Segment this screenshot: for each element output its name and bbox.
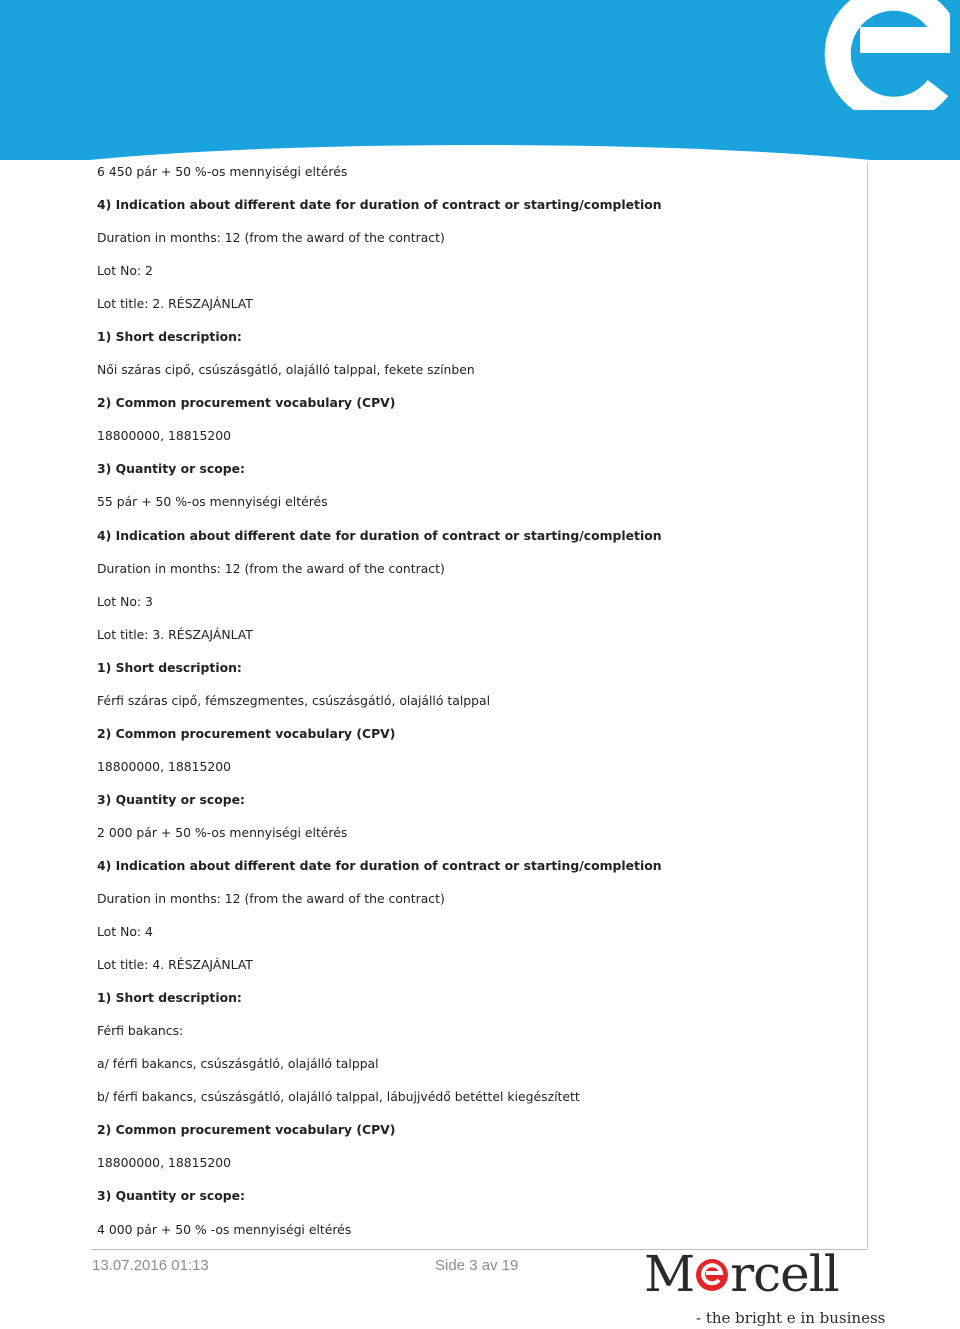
document-body bbox=[97, 160, 857, 1251]
section-heading: 2) Common procurement vocabulary (CPV) bbox=[97, 1122, 396, 1138]
section-heading: 2) Common procurement vocabulary (CPV) bbox=[97, 725, 396, 741]
brand-tagline: - the bright e in business bbox=[696, 1309, 886, 1327]
text-line: b/ férfi bakancs, csúszásgátló, olajálló talppal, lábujjvédő betéttel kiegészített bbox=[97, 1089, 580, 1105]
e-logo-icon bbox=[820, 0, 950, 110]
section-heading: 1) Short description: bbox=[97, 659, 242, 675]
text-line: Női száras cipő, csúszásgátló, olajálló talppal, fekete színben bbox=[97, 362, 475, 378]
text-line: Férfi bakancs: bbox=[97, 1023, 184, 1039]
section-heading: 3) Quantity or scope: bbox=[97, 461, 246, 477]
text-line: 55 pár + 50 %-os mennyiségi eltérés bbox=[97, 494, 328, 510]
text-line: 2 000 pár + 50 %-os mennyiségi eltérés bbox=[97, 824, 348, 840]
mercell-logo bbox=[644, 1245, 886, 1329]
footer-date: 13.07.2016 01:13 bbox=[92, 1257, 209, 1274]
section-heading: 4) Indication about different date for duration of contract or starting/completion bbox=[97, 857, 662, 873]
section-heading: 3) Quantity or scope: bbox=[97, 791, 246, 807]
section-heading: 1) Short description: bbox=[97, 990, 242, 1006]
text-line: Lot No: 2 bbox=[97, 263, 153, 279]
text-line: 18800000, 18815200 bbox=[97, 758, 232, 774]
text-line: 4 000 pár + 50 % -os mennyiségi eltérés bbox=[97, 1221, 352, 1237]
text-line: Duration in months: 12 (from the award of the contract) bbox=[97, 560, 445, 576]
brand-name-end: rcell bbox=[730, 1245, 839, 1303]
brand-name-start: M bbox=[644, 1245, 695, 1303]
header-banner bbox=[0, 0, 960, 160]
text-line: Lot title: 3. RÉSZAJÁNLAT bbox=[97, 626, 253, 642]
text-line: a/ férfi bakancs, csúszásgátló, olajálló talppal bbox=[97, 1056, 379, 1072]
text-line: Lot No: 3 bbox=[97, 593, 153, 609]
text-line: Férfi száras cipő, fémszegmentes, csúszásgátló, olajálló talppal bbox=[97, 692, 491, 708]
section-heading: 4) Indication about different date for duration of contract or starting/completion bbox=[97, 197, 662, 213]
text-line: Duration in months: 12 (from the award of the contract) bbox=[97, 891, 445, 907]
text-line: Lot title: 2. RÉSZAJÁNLAT bbox=[97, 296, 253, 312]
section-heading: 2) Common procurement vocabulary (CPV) bbox=[97, 395, 396, 411]
text-line: Lot title: 4. RÉSZAJÁNLAT bbox=[97, 957, 253, 973]
text-line: Lot No: 4 bbox=[97, 924, 153, 940]
text-line: 6 450 pár + 50 %-os mennyiségi eltérés bbox=[97, 164, 348, 179]
footer-page-number: Side 3 av 19 bbox=[435, 1257, 519, 1274]
section-heading: 3) Quantity or scope: bbox=[97, 1188, 246, 1204]
text-line: 18800000, 18815200 bbox=[97, 1155, 232, 1171]
text-line: Duration in months: 12 (from the award of the contract) bbox=[97, 230, 445, 246]
section-heading: 1) Short description: bbox=[97, 329, 242, 345]
header-curve bbox=[0, 145, 960, 160]
brand-name bbox=[644, 1245, 839, 1303]
section-heading: 4) Indication about different date for duration of contract or starting/completion bbox=[97, 527, 662, 543]
mercell-e-icon bbox=[695, 1258, 729, 1292]
text-line: 18800000, 18815200 bbox=[97, 428, 232, 444]
